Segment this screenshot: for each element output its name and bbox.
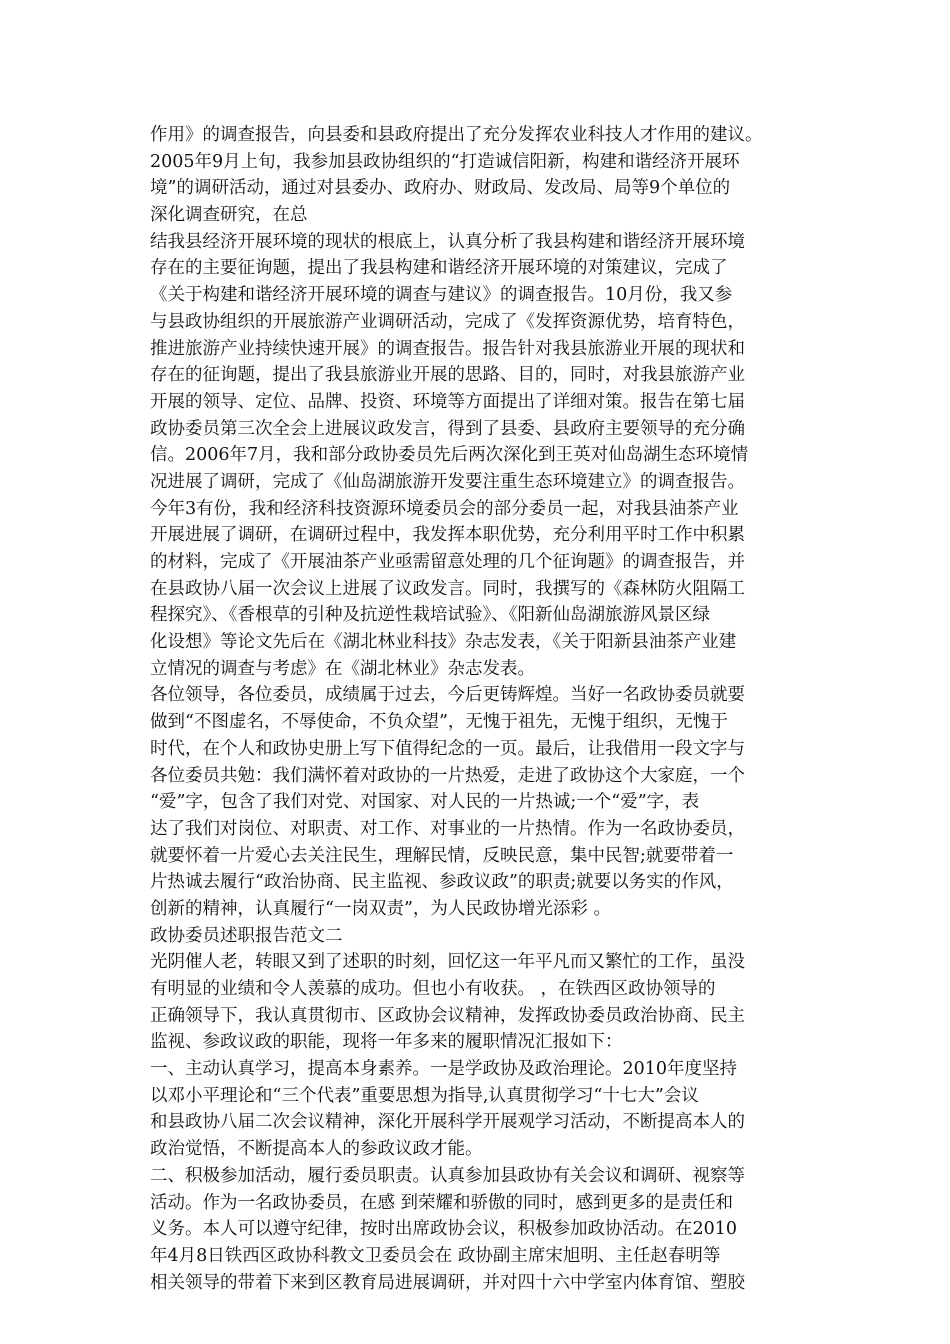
text-line: 信。2006年7月，我和部分政协委员先后两次深化到王英对仙岛湖生态环境情 [150, 445, 749, 466]
text-line: 深化调查研究，在总 [150, 205, 308, 226]
text-line: 结我县经济开展环境的现状的根底上，认真分析了我县构建和谐经济开展环境 [150, 231, 745, 252]
text-line: 达了我们对岗位、对职责、对工作、对事业的一片热情。作为一名政协委员， [150, 818, 745, 839]
text-line: 《关于构建和谐经济开展环境的调查与建议》的调查报告。10月份，我又参 [150, 285, 733, 306]
text-line: 监视、参政议政的职能，现将一年多来的履职情况汇报如下： [150, 1032, 623, 1053]
text-line: 立情况的调查与考虑》在《湖北林业》杂志发表。 [150, 658, 535, 679]
text-line: 片热诚去履行“政治协商、民主监视、参政议政”的职责;就要以务实的作风， [150, 872, 734, 893]
section-heading: 政协委员述职报告范文二 [150, 925, 343, 946]
text-line: 年4月8日铁西区政协科教文卫委员会在 政协副主席宋旭明、主任赵春明等 [150, 1245, 721, 1266]
text-line: 各位委员共勉：我们满怀着对政协的一片热爱，走进了政协这个大家庭，一个 [150, 765, 745, 786]
text-line: 政协委员第三次全会上进展议政发言，得到了县委、县政府主要领导的充分确 [150, 418, 745, 439]
text-line: 今年3有份，我和经济科技资源环境委员会的部分委员一起，对我县油茶产业 [150, 498, 739, 519]
text-line: 在县政协八届一次会议上进展了议政发言。同时，我撰写的《森林防火阻隔工 [150, 578, 745, 599]
text-line: 2005年9月上旬，我参加县政协组织的“打造诚信阳新，构建和谐经济开展环 [150, 151, 740, 172]
text-line: 况进展了调研，完成了《仙岛湖旅游开发要注重生态环境建立》的调查报告。 [150, 471, 745, 492]
text-line: 与县政协组织的开展旅游产业调研活动，完成了《发挥资源优势，培育特色， [150, 311, 745, 332]
text-line: 就要怀着一片爱心去关注民生，理解民情，反映民意，集中民智;就要带着一 [150, 845, 734, 866]
text-line: 存在的主要征询题，提出了我县构建和谐经济开展环境的对策建议，完成了 [150, 258, 728, 279]
text-line: 做到“不图虚名，不辱使命，不负众望”，无愧于祖先，无愧于组织，无愧于 [150, 712, 728, 733]
text-line: 正确领导下，我认真贯彻市、区政协会议精神，发挥政协委员政治协商、民主 [150, 1005, 745, 1026]
document-body [150, 122, 830, 1296]
text-line: 政治觉悟，不断提高本人的参政议政才能。 [150, 1139, 483, 1160]
text-line: 义务。本人可以遵守纪律，按时出席政协会议，积极参加政协活动。在2010 [150, 1219, 738, 1240]
text-line: 创新的精神，认真履行“一岗双责”，为人民政协增光添彩 。 [150, 898, 611, 919]
text-line: 作用》的调查报告，向县委和县政府提出了充分发挥农业科技人才作用的建议。 [150, 125, 763, 145]
text-line: 二、积极参加活动，履行委员职责。认真参加县政协有关会议和调研、视察等 [150, 1165, 745, 1186]
text-line: 光阴催人老，转眼又到了述职的时刻，回忆这一年平凡而又繁忙的工作，虽没 [150, 952, 745, 973]
text-line: 和县政协八届二次会议精神，深化开展科学开展观学习活动，不断提高本人的 [150, 1112, 745, 1133]
text-line: 境”的调研活动，通过对县委办、政府办、财政局、发改局、局等9个单位的 [150, 178, 731, 199]
text-line: 各位领导，各位委员，成绩属于过去，今后更铸辉煌。当好一名政协委员就要 [150, 685, 745, 706]
text-line: “爱”字，包含了我们对党、对国家、对人民的一片热诚;一个“爱”字，表 [150, 792, 700, 813]
text-line: 化设想》等论文先后在《湖北林业科技》杂志发表，《关于阳新县油茶产业建 [150, 632, 737, 653]
text-line: 相关领导的带着下来到区教育局进展调研，并对四十六中学室内体育馆、塑胶 [150, 1272, 745, 1293]
text-line: 有明显的业绩和令人羡慕的成功。但也小有收获。 ，在铁西区政协领导的 [150, 979, 716, 999]
text-line: 程探究》、《香根草的引种及抗逆性栽培试验》、《阳新仙岛湖旅游风景区绿 [150, 605, 710, 626]
text-line: 开展的领导、定位、品牌、投资、环境等方面提出了详细对策。报告在第七届 [150, 391, 745, 412]
text-line: 存在的征询题，提出了我县旅游业开展的思路、目的，同时，对我县旅游产业 [150, 365, 745, 386]
text-line: 时代，在个人和政协史册上写下值得纪念的一页。最后，让我借用一段文字与 [150, 738, 745, 759]
text-line: 活动。作为一名政协委员，在感 到荣耀和骄傲的同时，感到更多的是责任和 [150, 1192, 734, 1213]
text-line: 的材料，完成了《开展油茶产业亟需留意处理的几个征询题》的调查报告，并 [150, 552, 745, 572]
text-line: 一、主动认真学习，提高本身素养。一是学政协及政治理论。2010年度坚持 [150, 1059, 738, 1080]
text-line: 开展进展了调研，在调研过程中，我发挥本职优势，充分利用平时工作中积累 [150, 525, 745, 546]
text-line: 以邓小平理论和“三个代表”重要思想为指导,认真贯彻学习“十七大”会议 [150, 1085, 699, 1106]
text-line: 推进旅游产业持续快速开展》的调查报告。报告针对我县旅游业开展的现状和 [150, 338, 745, 359]
